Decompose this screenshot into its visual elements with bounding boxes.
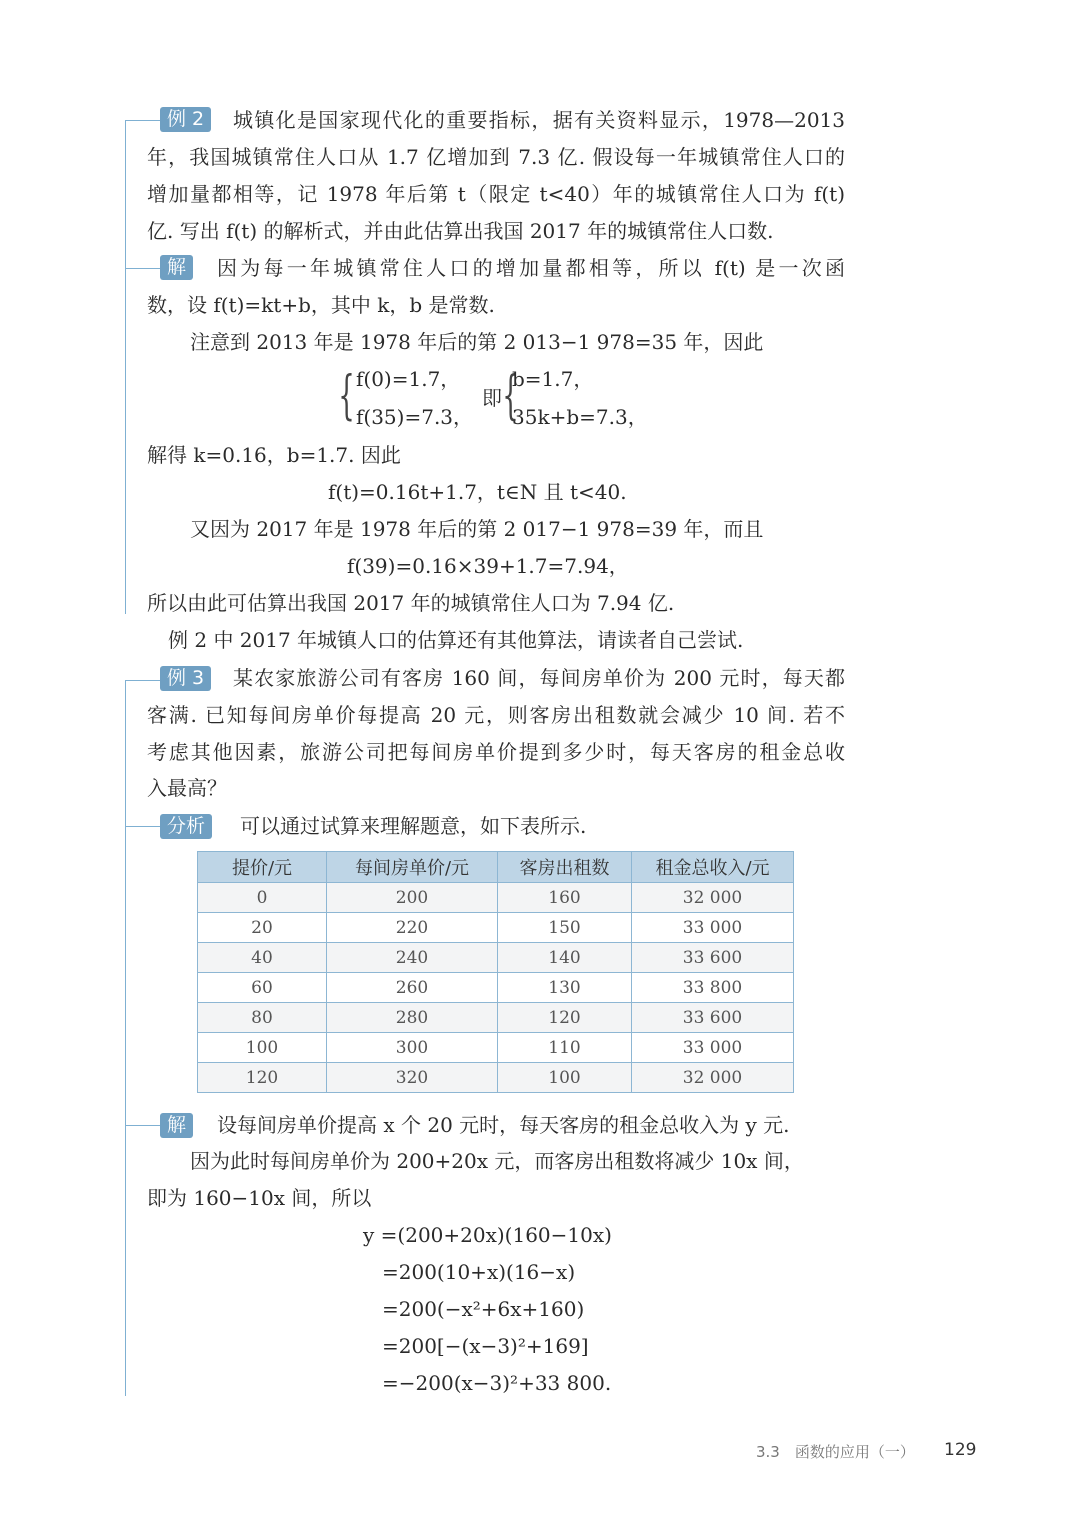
table-cell: 33 000 bbox=[632, 913, 794, 943]
table-cell: 120 bbox=[198, 1063, 327, 1093]
example-3-text: 某农家旅游公司有客房 160 间，每间房单价为 200 元时，每天都 bbox=[233, 666, 845, 690]
example-3-text: 入最高？ bbox=[147, 776, 227, 800]
table-cell: 320 bbox=[327, 1063, 498, 1093]
system-eq: f(0)=1.7， bbox=[356, 367, 461, 391]
table-row bbox=[198, 943, 794, 973]
table-cell: 40 bbox=[198, 943, 327, 973]
solution-text: 所以由此可估算出我国 2017 年的城镇常住人口为 7.94 亿. bbox=[147, 591, 675, 615]
table-header-row bbox=[198, 852, 794, 883]
solution-text: 数，设 f(t)=kt+b，其中 k，b 是常数. bbox=[147, 293, 495, 317]
table-cell: 110 bbox=[498, 1033, 632, 1063]
bracket-tick bbox=[125, 120, 161, 121]
solution-text: 解得 k=0.16，b=1.7. 因此 bbox=[147, 443, 401, 467]
example-3-badge: 例 3 bbox=[160, 666, 211, 691]
note-text: 例 2 中 2017 年城镇人口的估算还有其他算法，请读者自己尝试. bbox=[168, 628, 744, 652]
system-connector: 即 bbox=[482, 386, 502, 410]
table-cell: 80 bbox=[198, 1003, 327, 1033]
column-header: 每间房单价/元 bbox=[327, 852, 498, 883]
analysis-text: 可以通过试算来理解题意，如下表所示. bbox=[240, 814, 587, 838]
table-cell: 33 000 bbox=[632, 1033, 794, 1063]
table-cell: 32 000 bbox=[632, 1063, 794, 1093]
formula: f(t)=0.16t+1.7，t∈N 且 t<40. bbox=[328, 480, 627, 504]
solution-text: 设每间房单价提高 x 个 20 元时，每天客房的租金总收入为 y 元. bbox=[217, 1113, 790, 1137]
table-cell: 150 bbox=[498, 913, 632, 943]
table-row bbox=[198, 883, 794, 913]
system-eq: 35k+b=7.3， bbox=[512, 405, 648, 429]
example-2-badge: 例 2 bbox=[160, 107, 211, 132]
example-3-text: 考虑其他因素，旅游公司把每间房单价提到多少时，每天客房的租金总收 bbox=[147, 740, 845, 764]
table-cell: 160 bbox=[498, 883, 632, 913]
trial-table bbox=[197, 851, 794, 1093]
equation-line: y =(200+20x)(160−10x) bbox=[363, 1223, 612, 1247]
page-number: 129 bbox=[944, 1440, 977, 1460]
column-header: 提价/元 bbox=[198, 852, 327, 883]
solution-text: 即为 160−10x 间，所以 bbox=[147, 1186, 372, 1210]
table-row bbox=[198, 1003, 794, 1033]
system-eq: b=1.7， bbox=[512, 367, 594, 391]
brace: { bbox=[338, 366, 355, 426]
bracket-tick bbox=[125, 826, 161, 827]
table-cell: 140 bbox=[498, 943, 632, 973]
table-cell: 240 bbox=[327, 943, 498, 973]
table-cell: 130 bbox=[498, 973, 632, 1003]
solution-badge: 解 bbox=[160, 1113, 193, 1138]
bracket-line-example3 bbox=[125, 680, 126, 1396]
system-eq: f(35)=7.3， bbox=[356, 405, 474, 429]
bracket-line-example2 bbox=[125, 120, 126, 614]
table-cell: 32 000 bbox=[632, 883, 794, 913]
bracket-tick bbox=[125, 1125, 161, 1126]
equation-line: =200[−(x−3)²+169] bbox=[382, 1334, 589, 1358]
bracket-tick bbox=[125, 268, 161, 269]
table-cell: 200 bbox=[327, 883, 498, 913]
table-cell: 300 bbox=[327, 1033, 498, 1063]
solution-text: 又因为 2017 年是 1978 年后的第 2 017−1 978=39 年，而且 bbox=[190, 517, 764, 541]
example-2-text: 亿. 写出 f(t) 的解析式，并由此估算出我国 2017 年的城镇常住人口数. bbox=[147, 219, 774, 243]
table-cell: 220 bbox=[327, 913, 498, 943]
column-header: 租金总收入/元 bbox=[632, 852, 794, 883]
table-row bbox=[198, 1063, 794, 1093]
table-cell: 100 bbox=[198, 1033, 327, 1063]
table-cell: 33 600 bbox=[632, 943, 794, 973]
equation-line: =200(−x²+6x+160) bbox=[382, 1297, 585, 1321]
table-row bbox=[198, 1033, 794, 1063]
solution-text: 因为此时每间房单价为 200+20x 元，而客房出租数将减少 10x 间， bbox=[190, 1149, 804, 1173]
table-cell: 33 800 bbox=[632, 973, 794, 1003]
table-cell: 0 bbox=[198, 883, 327, 913]
analysis-badge: 分析 bbox=[160, 814, 212, 839]
table-row bbox=[198, 913, 794, 943]
table-cell: 280 bbox=[327, 1003, 498, 1033]
brace: { bbox=[502, 366, 519, 426]
column-header: 客房出租数 bbox=[498, 852, 632, 883]
table-cell: 120 bbox=[498, 1003, 632, 1033]
solution-text: 注意到 2013 年是 1978 年后的第 2 013−1 978=35 年，因此 bbox=[190, 330, 764, 354]
bracket-tick bbox=[125, 680, 161, 681]
table-row bbox=[198, 973, 794, 1003]
solution-text: 因为每一年城镇常住人口的增加量都相等，所以 f(t) 是一次函 bbox=[217, 256, 845, 280]
table-cell: 20 bbox=[198, 913, 327, 943]
table-cell: 60 bbox=[198, 973, 327, 1003]
solution-badge: 解 bbox=[160, 255, 193, 280]
table-cell: 260 bbox=[327, 973, 498, 1003]
equation-line: =200(10+x)(16−x) bbox=[382, 1260, 576, 1284]
table-cell: 100 bbox=[498, 1063, 632, 1093]
example-3-text: 客满. 已知每间房单价每提高 20 元，则客房出租数就会减少 10 间. 若不 bbox=[147, 703, 845, 727]
section-title: 3.3 函数的应用（一） bbox=[756, 1443, 915, 1461]
formula: f(39)=0.16×39+1.7=7.94， bbox=[347, 554, 629, 578]
example-2-text: 增加量都相等，记 1978 年后第 t（限定 t<40）年的城镇常住人口为 f(t) bbox=[147, 182, 845, 206]
equation-line: =−200(x−3)²+33 800. bbox=[382, 1371, 612, 1395]
table-cell: 33 600 bbox=[632, 1003, 794, 1033]
example-2-text: 年，我国城镇常住人口从 1.7 亿增加到 7.3 亿. 假设每一年城镇常住人口的 bbox=[147, 145, 845, 169]
example-2-text: 城镇化是国家现代化的重要指标，据有关资料显示，1978—2013 bbox=[233, 108, 845, 132]
